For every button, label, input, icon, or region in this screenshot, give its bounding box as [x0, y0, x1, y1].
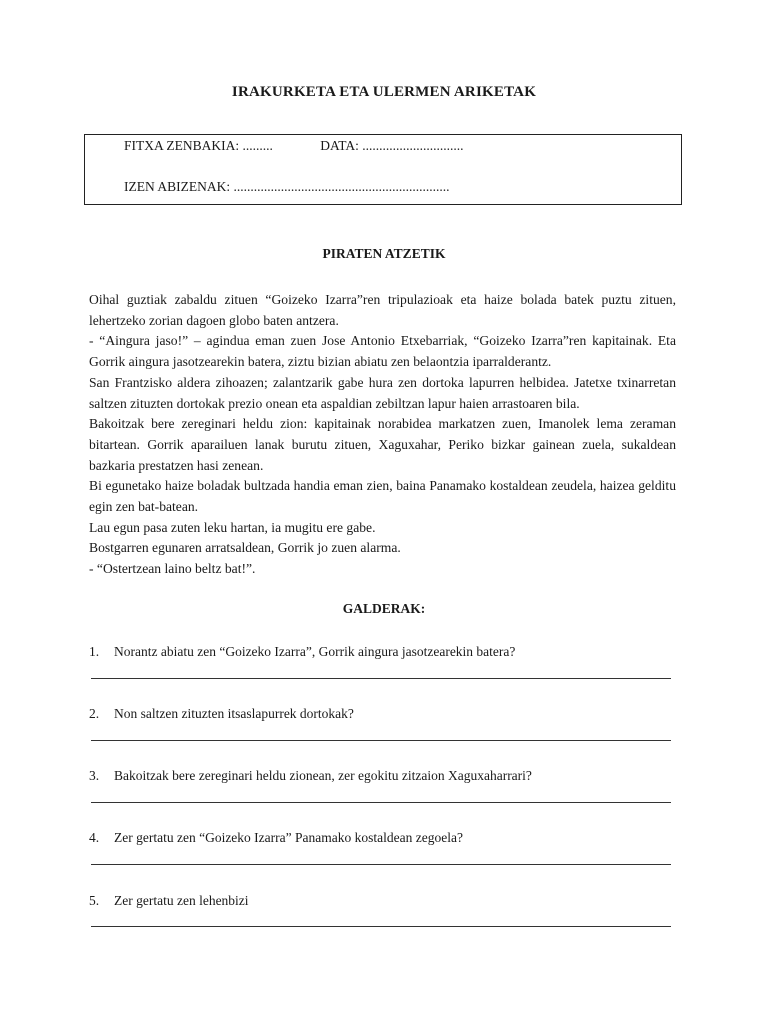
izen-abizenak-field[interactable]: ................................................................ — [233, 179, 450, 194]
answer-line[interactable] — [91, 926, 671, 927]
question-text: Bakoitzak bere zereginari heldu zionean, zer egokitu zitzaion Xaguxaharrari? — [114, 768, 532, 783]
answer-line[interactable] — [91, 678, 671, 679]
story-paragraph: Oihal guztiak zabaldu zituen “Goizeko Izarra”ren tripulazioak eta haize bolada batek puztu zituen, lehertzeko zorian dagoen globo baten antzera. — [89, 292, 676, 328]
izen-abizenak-label: IZEN ABIZENAK: — [124, 179, 231, 194]
student-info-box — [84, 134, 682, 205]
answer-line[interactable] — [91, 740, 671, 741]
question-item — [89, 644, 679, 660]
story-paragraph: Bostgarren egunaren arratsaldean, Gorrik jo zuen alarma. — [89, 540, 401, 556]
question-number: 3. — [89, 768, 100, 783]
info-row-izen — [124, 179, 449, 195]
story-paragraph: Lau egun pasa zuten leku hartan, ia mugitu ere gabe. — [89, 519, 376, 535]
question-number: 2. — [89, 706, 100, 721]
question-number: 1. — [89, 644, 100, 659]
fitxa-label: FITXA ZENBAKIA: — [124, 138, 240, 153]
data-label: DATA: — [320, 138, 359, 153]
story-paragraph: Bi egunetako haize boladak bultzada handia eman zien, baina Panamako kostaldean zeudela, haizea gelditu egin zen bat-batean. — [89, 478, 676, 515]
info-row-fitxa-data — [124, 138, 464, 154]
answer-line[interactable] — [91, 802, 671, 803]
question-item — [89, 893, 679, 909]
question-text: Non saltzen zituzten itsaslapurrek dortokak? — [114, 706, 354, 721]
story-paragraph: San Frantzisko aldera zihoazen; zalantzarik gabe hura zen dortoka lapurren helbidea. Jatetxe txinarretan saltzen zituzten dortokak prezio onean eta aspaldian zebiltzan lapur haien arrastoaren bila. — [89, 374, 676, 411]
reading-text — [89, 290, 676, 580]
story-paragraph: - “Ostertzean laino beltz bat!”. — [89, 561, 256, 577]
question-item — [89, 830, 679, 846]
story-paragraph: - “Aingura jaso!” – agindua eman zuen Jose Antonio Etxebarriak, “Goizeko Izarra”ren kapitainak. Eta Gorrik aingura jasotzearekin batera, ziztu bizian abiatu zen belaontzia iparralderantz. — [89, 333, 676, 370]
story-title: PIRATEN ATZETIK — [322, 246, 446, 261]
question-item — [89, 768, 679, 784]
question-text: Zer gertatu zen “Goizeko Izarra” Panamako kostaldean zegoela? — [114, 830, 463, 845]
question-text: Norantz abiatu zen “Goizeko Izarra”, Gorrik aingura jasotzearekin batera? — [114, 644, 516, 659]
question-number: 4. — [89, 830, 100, 845]
questions-title: GALDERAK: — [342, 601, 426, 616]
answer-line[interactable] — [91, 864, 671, 865]
data-field[interactable]: .............................. — [362, 138, 464, 153]
question-text: Zer gertatu zen lehenbizi — [114, 893, 249, 908]
question-number: 5. — [89, 893, 100, 908]
fitxa-field[interactable]: ......... — [242, 138, 273, 153]
story-paragraph: Bakoitzak bere zereginari heldu zion: kapitainak norabidea markatzen zuen, Imanolek lema zeraman bitartean. Gorrik aparailuen lanak burutu zituen, Xaguxahar, Periko bizkar gainean zuela, sukaldean bazkaria prestatzen hasi zenean. — [89, 416, 676, 473]
document-title: IRAKURKETA ETA ULERMEN ARIKETAK — [231, 84, 537, 100]
question-item — [89, 706, 679, 722]
